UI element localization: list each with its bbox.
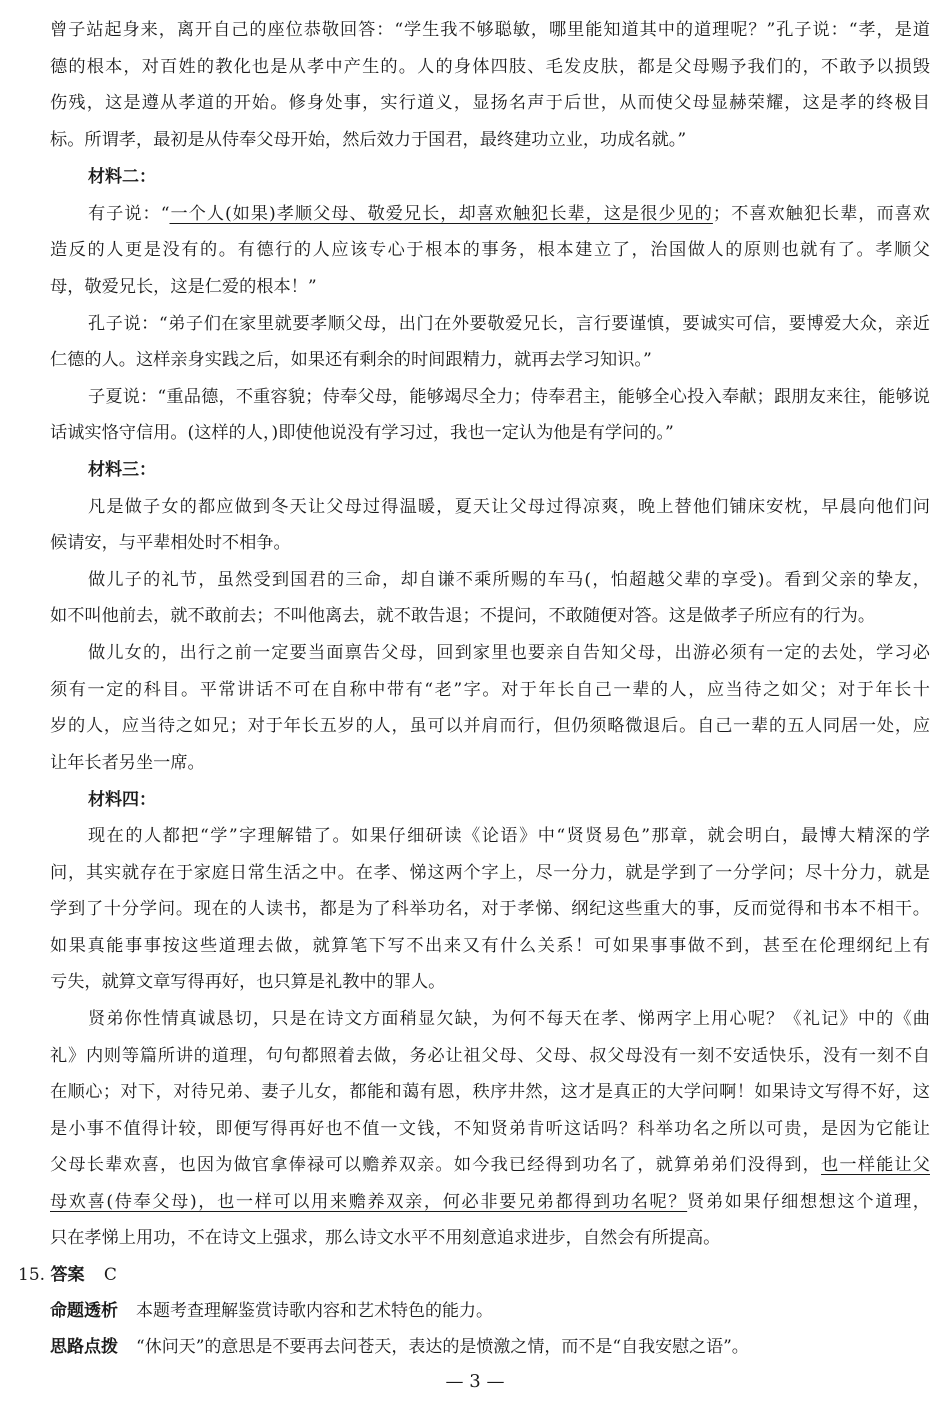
- hint-text: “休问天”的意思是不要再去问苍天，表达的是愤激之情，而不是“自我安慰之语”。: [136, 1337, 749, 1357]
- text-line: 礼》内则等篇所讲的道理，句句都照着去做，务必让祖父母、父母、叔父母没有一刻不安适快乐，没有一刻不自: [50, 1046, 930, 1066]
- answer-row: [18, 1263, 117, 1287]
- text-line: 德的根本，对百姓的教化也是从孝中产生的。人的身体四肢、毛发皮肤，都是父母赐予我们的，不敢予以损毁: [50, 57, 930, 77]
- text-line: 凡是做子女的都应做到冬天让父母过得温暖，夏天让父母过得凉爽，晚上替他们铺床安枕，早晨向他们问: [88, 497, 930, 517]
- text-line: 候请安，与平辈相处时不相争。: [50, 533, 291, 553]
- text-line: 伤残，这是遵从孝道的开始。修身处事，实行道义，显扬名声于后世，从而使父母显赫荣耀，这是孝的终极目: [50, 93, 930, 113]
- text-line: 学到了十分学问。现在的人读书，都是为了科举功名，对于孝悌、纲纪这些重大的事，反而觉得和书本不相干。: [50, 899, 930, 919]
- text-line: 亏失，就算文章写得再好，也只算是礼教中的罪人。: [50, 972, 446, 992]
- section-heading: 材料三：: [88, 460, 156, 480]
- underlined-text: 母欢喜(侍奉父母)，也一样可以用来赡养双亲，何必非要兄弟都得到功名呢？: [50, 1192, 688, 1212]
- text-line: 做儿子的礼节，虽然受到国君的三命，却自谦不乘所赐的车马(，怕超越父辈的享受)。看到父亲的挚友，: [88, 570, 930, 590]
- text-line: 贤弟你性情真诚恳切，只是在诗文方面稍显欠缺，为何不每天在孝、悌两字上用心呢？《礼记》中的《曲: [88, 1009, 930, 1029]
- text-line: 子夏说：“重品德，不重容貌；侍奉父母，能够竭尽全力；侍奉君主，能够全心投入奉献；跟朋友来往，能够说: [88, 387, 930, 407]
- question-number: 15.: [18, 1265, 46, 1285]
- text-line: 只在孝悌上用功，不在诗文上强求，那么诗文水平不用刻意追求进步，自然会有所提高。: [50, 1228, 721, 1248]
- section-heading: 材料二：: [88, 167, 156, 187]
- underlined-text: 也一样能让父: [821, 1155, 930, 1175]
- text-line: 问，其实就存在于家庭日常生活之中。在孝、悌这两个字上，尽一分力，就是学到了一分学问；尽十分力，就是: [50, 863, 930, 883]
- underlined-text: 一个人(如果)孝顺父母、敬爱兄长，却喜欢触犯长辈，这是很少见的: [169, 204, 713, 224]
- text-line: 话诚实恪守信用。(这样的人，)即使他说没有学习过，我也一定认为他是有学问的。”: [50, 423, 674, 443]
- answer-value: C: [103, 1265, 117, 1285]
- text-line: 父母长辈欢喜，也因为做官拿俸禄可以赡养双亲。如今我已经得到功名了，就算弟弟们没得到，也一样能让父: [50, 1155, 930, 1175]
- text-line: 让年长者另坐一席。: [50, 753, 205, 773]
- text-line: 现在的人都把“学”字理解错了。如果仔细研读《论语》中“贤贤易色”那章，就会明白，最博大精深的学: [88, 826, 930, 846]
- text-line: 做儿女的，出行之前一定要当面禀告父母，回到家里也要亲自告知父母，出游必须有一定的去处，学习必: [88, 643, 930, 663]
- text-line: 母欢喜(侍奉父母)，也一样可以用来赡养双亲，何必非要兄弟都得到功名呢？贤弟如果仔细想想这个道理，: [50, 1192, 930, 1212]
- text-line: 母，敬爱兄长，这是仁爱的根本！”: [50, 277, 317, 297]
- text-line: 岁的人，应当待之如兄；对于年长五岁的人，虽可以并肩而行，但仍须略微退后。自己一辈的五人同居一处，应: [50, 716, 930, 736]
- text-line: 如果真能事事按这些道理去做，就算笔下写不出来又有什么关系！可如果事事做不到，甚至在伦理纲纪上有: [50, 936, 930, 956]
- page-number: — 3 —: [445, 1371, 505, 1392]
- analysis-label: 命题透析: [50, 1301, 118, 1321]
- text-line: 仁德的人。这样亲身实践之后，如果还有剩余的时间跟精力，就再去学习知识。”: [50, 350, 652, 370]
- hint-row: [50, 1335, 749, 1359]
- hint-label: 思路点拨: [50, 1337, 118, 1357]
- text-line: 在顺心；对下，对待兄弟、妻子儿女，都能和蔼有恩，秩序井然，这才是真正的大学问啊！如果诗文写得不好，这: [50, 1082, 930, 1102]
- section-heading: 材料四：: [88, 790, 156, 810]
- text-line: 是小事不值得计较，即便写得再好也不值一文钱，不知贤弟肯听这话吗？科举功名之所以可贵，是因为它能让: [50, 1119, 930, 1139]
- answer-label: 答案: [50, 1265, 85, 1285]
- analysis-text: 本题考查理解鉴赏诗歌内容和艺术特色的能力。: [136, 1301, 493, 1321]
- text-line: 如不叫他前去，就不敢前去；不叫他离去，就不敢告退；不提问，不敢随便对答。这是做孝子所应有的行为。: [50, 606, 876, 626]
- text-line: 曾子站起身来，离开自己的座位恭敬回答：“学生我不够聪敏，哪里能知道其中的道理呢？”孔子说：“孝，是道: [50, 20, 930, 40]
- text-line: 须有一定的科目。平常讲话不可在自称中带有“老”字。对于年长自己一辈的人，应当待之如父；对于年长十: [50, 680, 930, 700]
- text-line: 标。所谓孝，最初是从侍奉父母开始，然后效力于国君，最终建功立业，功成名就。”: [50, 130, 687, 150]
- analysis-row: [50, 1299, 493, 1323]
- text-line: 造反的人更是没有的。有德行的人应该专心于根本的事务，根本建立了，治国做人的原则也就有了。孝顺父: [50, 240, 930, 260]
- text-line: 有子说：“一个人(如果)孝顺父母、敬爱兄长，却喜欢触犯长辈，这是很少见的；不喜欢触犯长辈，而喜欢: [88, 204, 930, 224]
- text-line: 孔子说：“弟子们在家里就要孝顺父母，出门在外要敬爱兄长，言行要谨慎，要诚实可信，要博爱大众，亲近: [88, 314, 930, 334]
